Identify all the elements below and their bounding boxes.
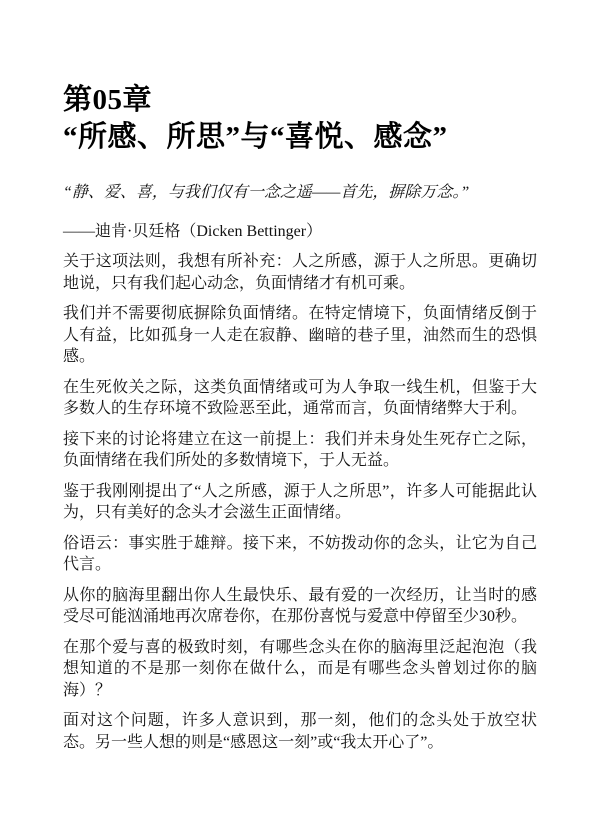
epigraph-attribution: ——迪肯·贝廷格（Dicken Bettinger） xyxy=(63,223,323,240)
body-paragraph: 在那个爱与喜的极致时刻，有哪些念头在你的脑海里泛起泡泡（我想知道的不是那一刻你在做什么，而是有哪些念头曾划过你的脑海）？ xyxy=(63,638,537,699)
body-paragraph: 俗语云：事实胜于雄辩。接下来，不妨拨动你的念头，让它为自己代言。 xyxy=(63,534,537,573)
body-paragraph: 面对这个问题，许多人意识到，那一刻，他们的念头处于放空状态。另一些人想的则是“感恩这一刻”或“我太开心了”。 xyxy=(63,712,537,751)
chapter-number: 第05章 xyxy=(63,84,153,116)
epigraph-quote: “静、爱、喜，与我们仅有一念之遥——首先，摒除万念。” xyxy=(63,184,470,201)
body-paragraph: 关于这项法则，我想有所补充：人之所感，源于人之所思。更确切地说，只有我们起心动念，负面情绪才有机可乘。 xyxy=(63,253,537,292)
chapter-heading xyxy=(63,82,537,156)
body-paragraph: 从你的脑海里翻出你人生最快乐、最有爱的一次经历，让当时的感受尽可能汹涌地再次席卷你，在那份喜悦与爱意中停留至少30秒。 xyxy=(63,586,537,625)
body-paragraph: 鉴于我刚刚提出了“人之所感，源于人之所思”，许多人可能据此认为，只有美好的念头才会滋生正面情绪。 xyxy=(63,482,537,521)
body-paragraph: 接下来的讨论将建立在这一前提上：我们并未身处生死存亡之际，负面情绪在我们所处的多数情境下，于人无益。 xyxy=(63,430,537,469)
chapter-body xyxy=(63,251,537,753)
chapter-title: “所感、所思”与“喜悦、感念” xyxy=(63,121,448,153)
body-paragraph: 我们并不需要彻底摒除负面情绪。在特定情境下，负面情绪反倒于人有益，比如孤身一人走在寂静、幽暗的巷子里，油然而生的恐惧感。 xyxy=(63,305,537,365)
body-paragraph: 在生死攸关之际，这类负面情绪或可为人争取一线生机，但鉴于大多数人的生存环境不致险恶至此，通常而言，负面情绪弊大于利。 xyxy=(63,378,537,417)
